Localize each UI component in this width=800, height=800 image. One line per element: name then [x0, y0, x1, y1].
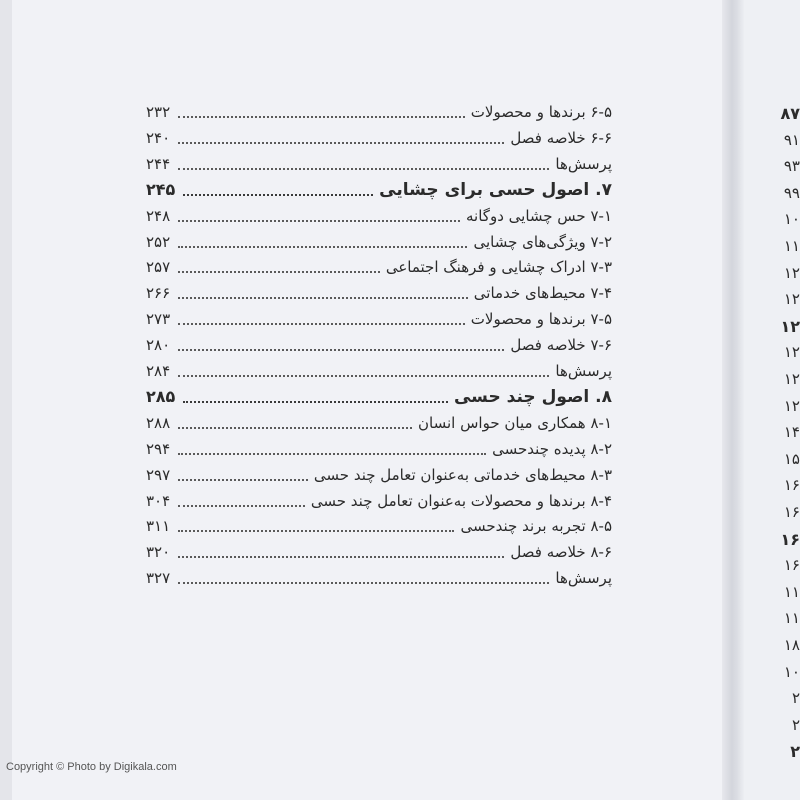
- toc-entry-title: ۶-۵ برندها و محصولات: [470, 103, 612, 121]
- toc-entry-title: ۷-۳ ادراک چشایی و فرهنگ اجتماعی: [385, 258, 612, 277]
- toc-row: [146, 255, 612, 279]
- toc-entry-title: پرسش‌ها: [555, 569, 612, 588]
- right-page-number: ۱۰: [783, 662, 800, 681]
- toc-page-number: ۳۲۰: [146, 543, 171, 562]
- toc-page-number: ۳۱۱: [146, 517, 171, 536]
- dot-leader: [178, 552, 504, 558]
- right-page-number: ۱۲: [783, 343, 800, 362]
- dot-leader: [178, 242, 467, 248]
- toc-entry-title: ۷-۱ حس چشایی دوگانه: [466, 206, 612, 225]
- right-page-number: ۱۲: [783, 370, 800, 388]
- toc-entry-title: ۷-۶ خلاصه فصل: [510, 336, 612, 355]
- toc-entry-title: ۷-۵ برندها و محصولات: [470, 310, 612, 329]
- toc-page-number: ۲۹۷: [146, 465, 171, 484]
- right-page-number: ۱۵: [783, 449, 800, 468]
- right-page-number: ۲: [791, 715, 800, 734]
- dot-leader: [178, 164, 549, 170]
- toc-entry-title: ۸-۱ همکاری میان حواس انسان: [418, 413, 612, 432]
- right-page-number: ۱۲: [783, 263, 800, 282]
- toc-entry-title: ۸. اصول چند حسی: [453, 386, 612, 407]
- toc-entry-title: ۶-۶ خلاصه فصل: [510, 128, 612, 147]
- toc-entry-title: پرسش‌ها: [555, 154, 612, 173]
- right-page-number: ۱۸: [783, 636, 800, 654]
- toc-entry-title: ۷-۲ ویژگی‌های چشایی: [473, 232, 612, 251]
- toc-row: [146, 333, 612, 357]
- toc-page-number: ۲۴۵: [146, 179, 176, 199]
- right-page-number: ۱۲: [783, 396, 800, 415]
- toc-row: [146, 437, 612, 461]
- dot-leader: [178, 526, 454, 532]
- toc-entry-title: ۸-۵ تجربه برند چندحسی: [460, 517, 612, 536]
- toc-page-number: ۲۵۲: [146, 232, 171, 251]
- toc-page-number: ۲۸۴: [146, 362, 171, 380]
- dot-leader: [178, 345, 504, 351]
- toc-page-number: ۲۴۰: [146, 128, 171, 147]
- toc-row: [146, 463, 612, 487]
- dot-leader: [178, 578, 549, 584]
- toc-entry-title: ۸-۳ محیط‌های خدماتی به‌عنوان تعامل چند حسی: [313, 465, 612, 484]
- copyright-watermark: Copyright © Photo by Digikala.com: [6, 761, 177, 773]
- toc-row: [146, 489, 612, 513]
- toc-page-number: ۲۵۷: [146, 258, 171, 277]
- dot-leader: [183, 397, 448, 403]
- right-page-number: ۱۴: [783, 423, 800, 442]
- toc-entry-title: ۸-۲ پدیده چندحسی: [492, 439, 612, 458]
- dot-leader: [178, 371, 549, 377]
- toc-chapter-row: [146, 385, 612, 409]
- right-page-number: ۱۲: [783, 290, 800, 309]
- right-page-number: ۲: [791, 689, 800, 708]
- right-page-number: ۱۱: [783, 582, 800, 601]
- toc-row: [146, 307, 612, 331]
- right-page-number: ۱۶: [780, 529, 800, 549]
- right-page-number: ۲: [790, 742, 800, 762]
- right-page-number: ۱۱: [783, 237, 800, 255]
- toc-row: [146, 230, 612, 254]
- right-page-number: ۱۶: [783, 503, 800, 521]
- toc-entry-title: پرسش‌ها: [555, 362, 612, 380]
- toc-entry-title: ۷. اصول حسی برای چشایی: [379, 179, 612, 200]
- toc-entry-title: ۸-۶ خلاصه فصل: [510, 543, 612, 562]
- toc-row: [146, 152, 612, 176]
- dot-leader: [178, 501, 305, 507]
- dot-leader: [178, 293, 468, 299]
- toc-page-number: ۲۸۸: [146, 413, 171, 432]
- toc-row: [146, 411, 612, 435]
- toc-page-number: ۲۴۴: [146, 154, 171, 173]
- right-page-number: ۹۳: [783, 157, 800, 176]
- right-page-number: ۹۹: [783, 183, 800, 202]
- toc-page-number: ۲۹۴: [146, 439, 171, 458]
- toc-row: [146, 126, 612, 150]
- toc-row: [146, 540, 612, 564]
- toc-row: [146, 566, 612, 590]
- right-page-number: ۱۶: [783, 476, 800, 495]
- right-page-number: ۱۱: [783, 609, 800, 628]
- dot-leader: [178, 138, 504, 144]
- toc-entry-title: ۷-۴ محیط‌های خدماتی: [473, 284, 612, 303]
- toc-row: [146, 514, 612, 538]
- dot-leader: [178, 423, 412, 429]
- right-page-number: ۱۶: [783, 556, 800, 575]
- toc-row: [146, 204, 612, 228]
- right-page-number: ۱۰: [783, 210, 800, 229]
- toc-page-number: ۲۷۳: [146, 310, 171, 329]
- toc-chapter-row: [146, 178, 612, 202]
- toc-row: [146, 281, 612, 305]
- dot-leader: [183, 190, 373, 196]
- right-page-number: ۹۱: [783, 130, 800, 149]
- toc-page-number: ۲۴۸: [146, 206, 171, 225]
- right-page-number: ۱۲: [780, 316, 800, 336]
- toc-entry-title: ۸-۴ برندها و محصولات به‌عنوان تعامل چند حسی: [310, 491, 612, 510]
- toc-page-number: ۳۲۷: [146, 569, 171, 588]
- dot-leader: [178, 319, 465, 325]
- toc-row: [146, 100, 612, 124]
- dot-leader: [178, 475, 308, 481]
- toc-page-number: ۲۸۵: [146, 386, 176, 406]
- dot-leader: [178, 216, 460, 222]
- toc-page-number: ۲۸۰: [146, 336, 171, 355]
- toc-page-number: ۲۳۲: [146, 103, 171, 121]
- right-page-number: ۸۷: [780, 104, 800, 123]
- dot-leader: [178, 449, 486, 455]
- dot-leader: [178, 112, 465, 118]
- dot-leader: [178, 267, 380, 273]
- toc-row: [146, 359, 612, 383]
- toc-page-number: ۳۰۴: [146, 491, 171, 510]
- toc-page-number: ۲۶۶: [146, 284, 171, 303]
